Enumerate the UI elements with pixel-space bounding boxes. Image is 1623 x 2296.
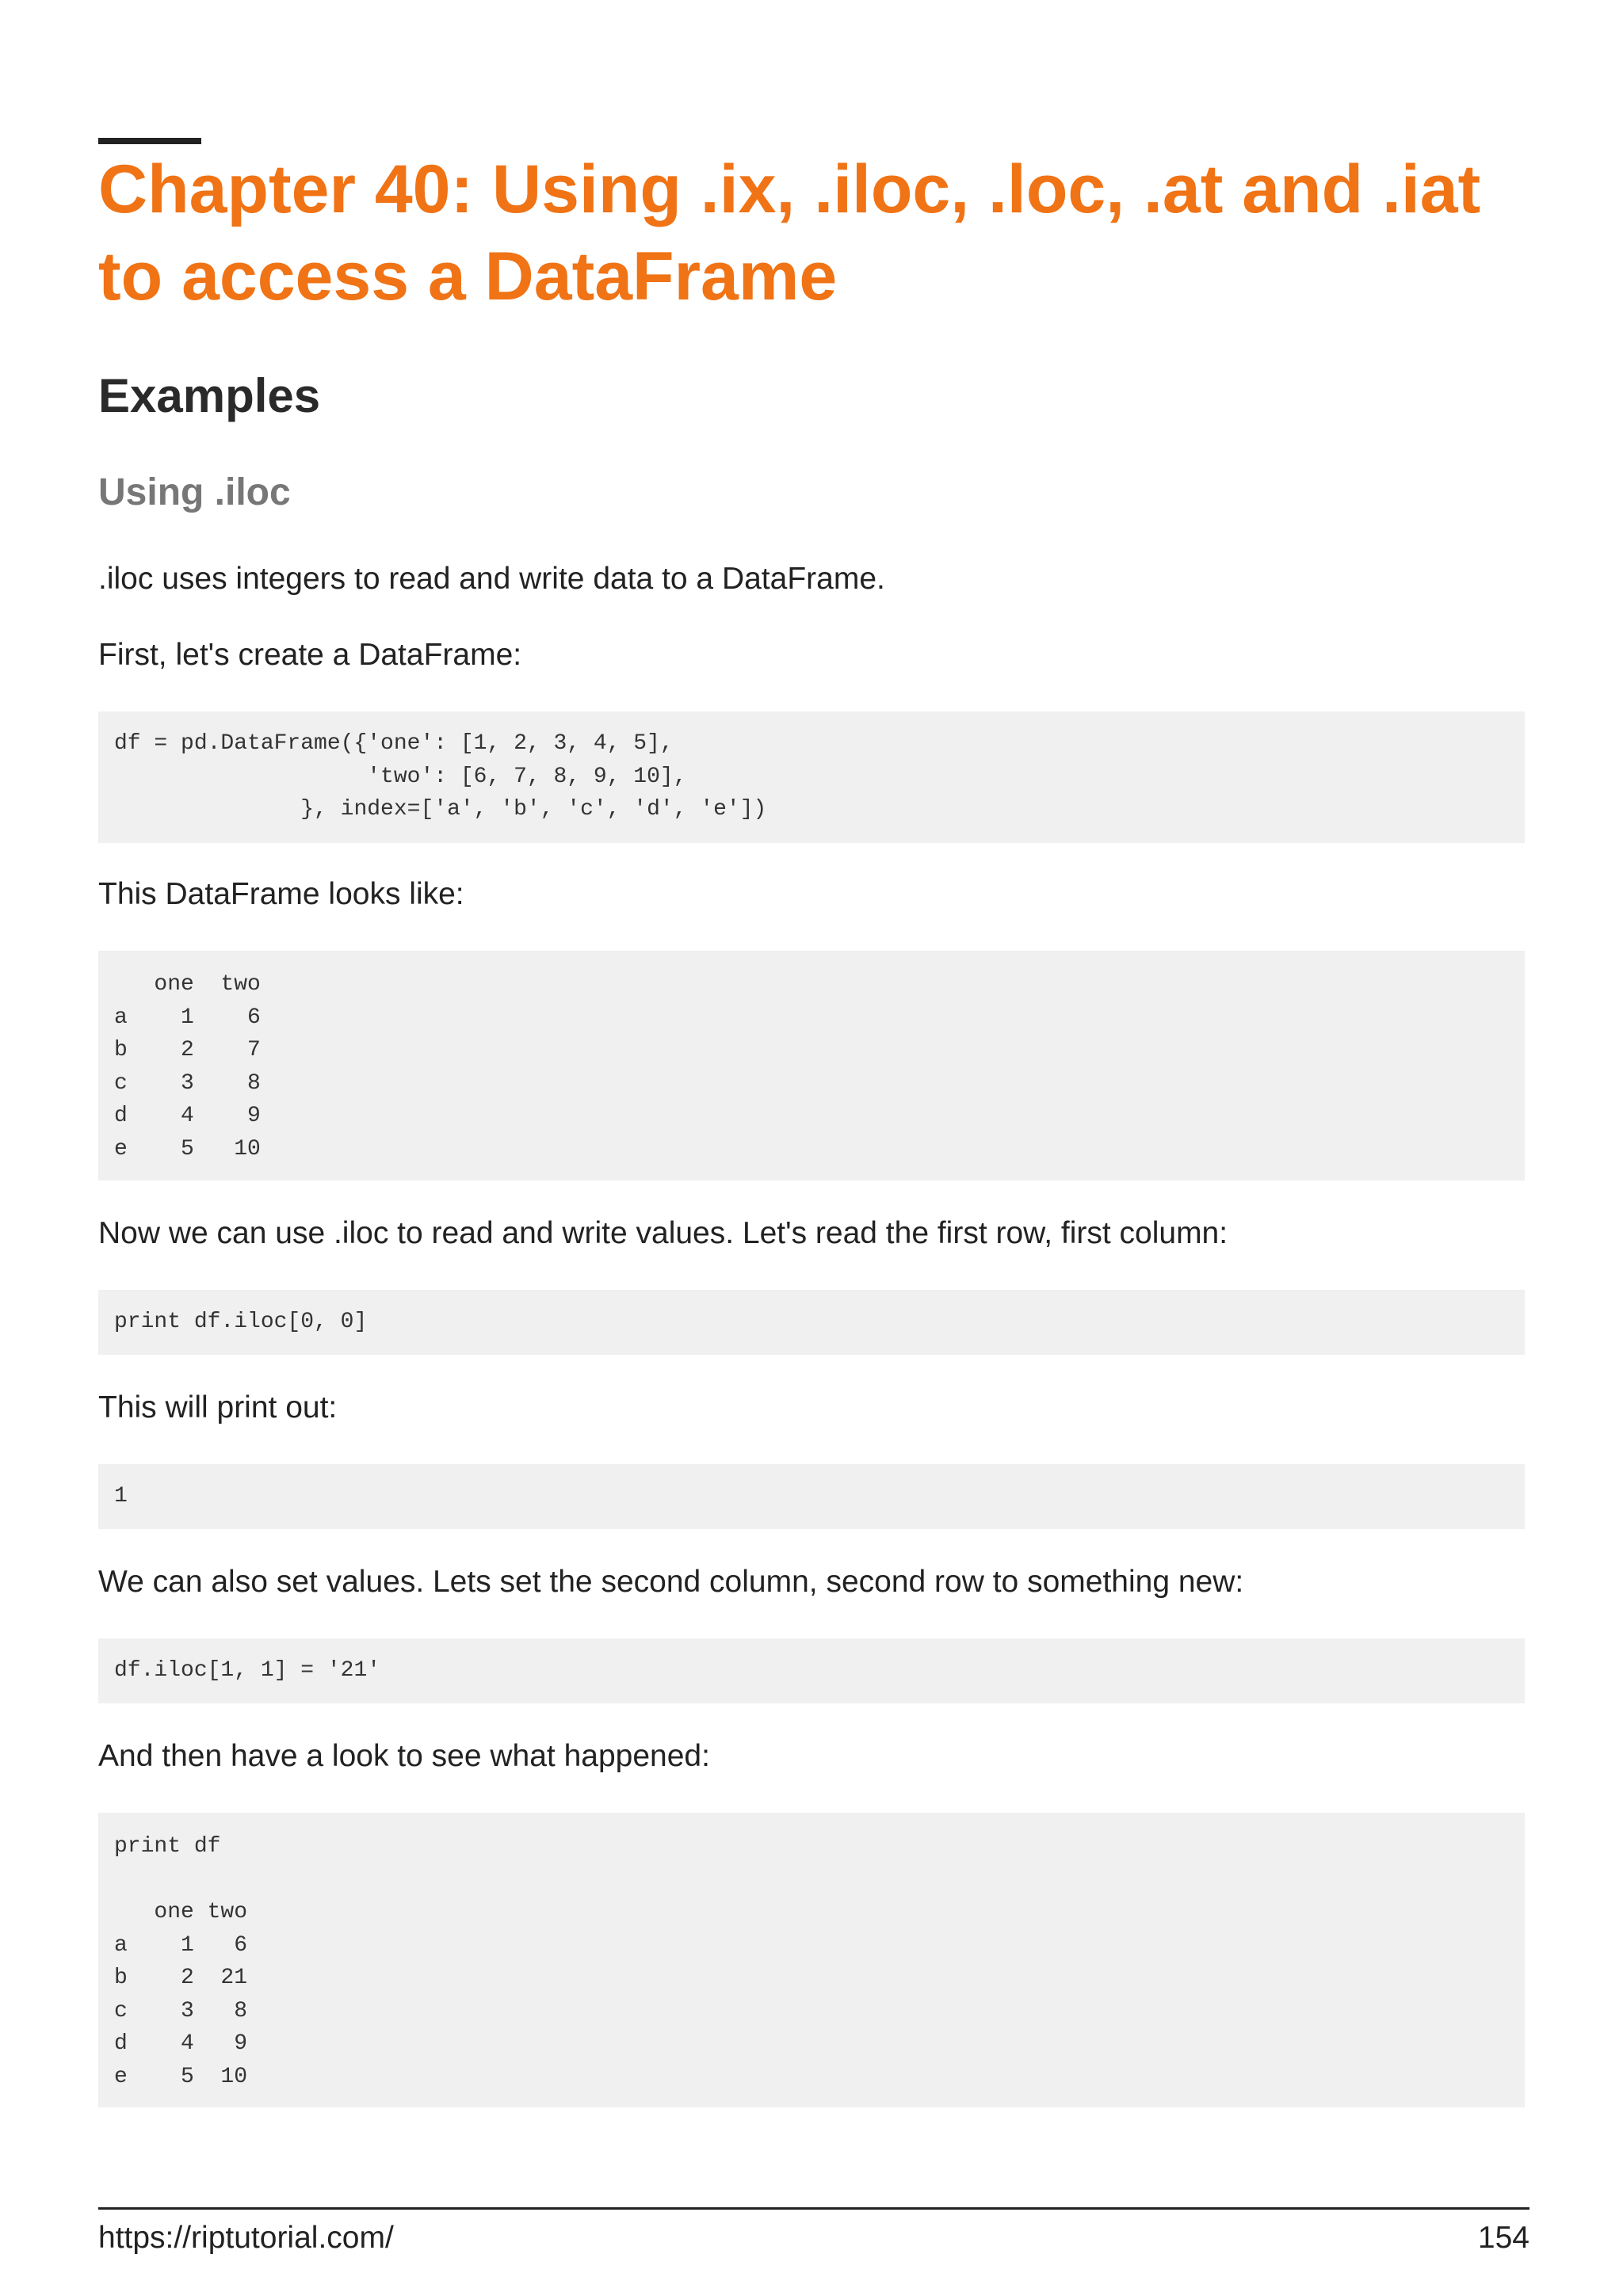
- code-block-read-value: print df.iloc[0, 0]: [98, 1290, 1525, 1355]
- paragraph-intro: .iloc uses integers to read and write data to a DataFrame.: [98, 562, 885, 596]
- chapter-rule: [98, 138, 201, 144]
- code-block-create-dataframe: df = pd.DataFrame({'one': [1, 2, 3, 4, 5], 'two': [6, 7, 8, 9, 10], }, index=['a', 'b', 'c', 'd', 'e']): [98, 711, 1525, 843]
- code-block-print-dataframe: print df one two a 1 6 b 2 21 c 3 8 d 4 9 e 5 10: [98, 1813, 1525, 2107]
- code-block-dataframe-output: one two a 1 6 b 2 7 c 3 8 d 4 9 e 5 10: [98, 951, 1525, 1180]
- footer-url: https://riptutorial.com/: [98, 2221, 394, 2255]
- paragraph-set: We can also set values. Lets set the second column, second row to something new:: [98, 1565, 1244, 1599]
- page-number: 154: [1477, 2221, 1529, 2255]
- paragraph-create: First, let's create a DataFrame:: [98, 638, 522, 672]
- paragraph-prints: This will print out:: [98, 1390, 338, 1425]
- paragraph-look: And then have a look to see what happened:: [98, 1739, 710, 1773]
- subsection-title: Using .iloc: [98, 471, 291, 513]
- chapter-title: Chapter 40: Using .ix, .iloc, .loc, .at and .iat to access a DataFrame: [98, 151, 1481, 315]
- footer-rule: [98, 2207, 1529, 2210]
- document-page: [98, 0, 1529, 2296]
- code-block-set-value: df.iloc[1, 1] = '21': [98, 1638, 1525, 1703]
- code-block-read-output: 1: [98, 1464, 1525, 1529]
- paragraph-read: Now we can use .iloc to read and write values. Let's read the first row, first column:: [98, 1216, 1228, 1250]
- section-title: Examples: [98, 369, 321, 422]
- paragraph-looks-like: This DataFrame looks like:: [98, 877, 464, 911]
